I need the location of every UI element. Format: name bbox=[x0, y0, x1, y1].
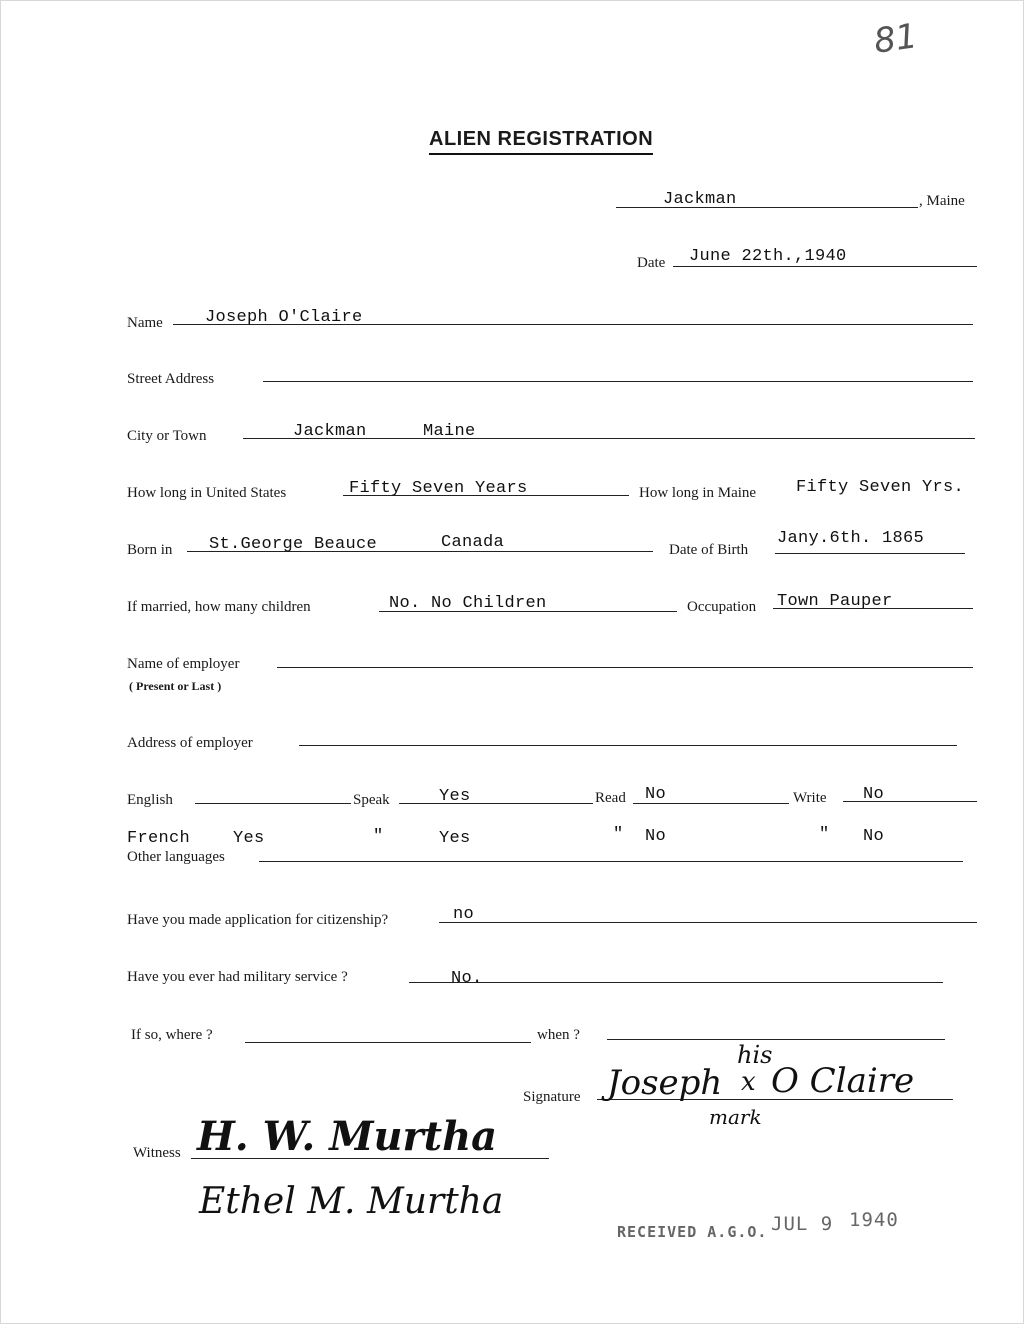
children-value: No. No Children bbox=[389, 594, 547, 613]
ditto-mark-write: " bbox=[819, 825, 830, 844]
when-line bbox=[607, 1039, 945, 1040]
form-title: ALIEN REGISTRATION bbox=[429, 128, 653, 155]
french-label: French bbox=[127, 829, 191, 848]
occupation-label: Occupation bbox=[687, 599, 757, 615]
other-languages-line bbox=[259, 861, 963, 862]
employer-line bbox=[277, 667, 973, 668]
french-first-value: Yes bbox=[233, 829, 265, 848]
employer-address-line bbox=[299, 745, 957, 746]
english-line bbox=[195, 803, 351, 804]
occupation-value: Town Pauper bbox=[777, 592, 893, 611]
military-label: Have you ever had military service ? bbox=[127, 969, 348, 985]
place-suffix: , Maine bbox=[919, 193, 965, 209]
state-value: Maine bbox=[423, 422, 476, 441]
where-line bbox=[245, 1042, 531, 1043]
name-value: Joseph O'Claire bbox=[205, 308, 363, 327]
read-label: Read bbox=[595, 790, 626, 806]
speak-line bbox=[399, 803, 593, 804]
english-speak-value: Yes bbox=[439, 787, 471, 806]
citizenship-line bbox=[439, 922, 977, 923]
signature-mark-word: mark bbox=[709, 1105, 762, 1129]
ditto-mark-speak: " bbox=[373, 827, 384, 846]
employer-address-label: Address of employer bbox=[127, 735, 253, 751]
born-label: Born in bbox=[127, 542, 173, 558]
dob-label: Date of Birth bbox=[669, 542, 749, 558]
received-stamp-date: JUL 9 bbox=[771, 1213, 834, 1235]
place-line bbox=[616, 207, 918, 208]
citizenship-label: Have you made application for citizenship? bbox=[127, 912, 389, 928]
signature-firstname: Joseph bbox=[607, 1063, 723, 1103]
witness-signature-1: H. W. Murtha bbox=[197, 1113, 498, 1160]
city-label: City or Town bbox=[127, 428, 207, 444]
signature-label: Signature bbox=[523, 1089, 581, 1105]
french-speak-value: Yes bbox=[439, 829, 471, 848]
us-time-value: Fifty Seven Years bbox=[349, 479, 528, 498]
english-write-value: No bbox=[863, 785, 885, 804]
page-number: 81 bbox=[871, 16, 920, 62]
date-line bbox=[673, 266, 977, 267]
english-read-value: No bbox=[645, 785, 667, 804]
dob-value: Jany.6th. 1865 bbox=[777, 529, 925, 548]
signature-surname: O Claire bbox=[771, 1061, 915, 1101]
signature-his: his bbox=[737, 1041, 773, 1069]
place-value: Jackman bbox=[663, 190, 737, 209]
english-label: English bbox=[127, 792, 173, 808]
other-languages-label: Other languages bbox=[127, 849, 225, 865]
when-label: when ? bbox=[537, 1027, 580, 1043]
received-stamp-year: 1940 bbox=[849, 1209, 899, 1231]
born-place: St.George Beauce bbox=[209, 535, 378, 554]
date-label: Date bbox=[637, 255, 666, 271]
military-value: No. bbox=[451, 969, 483, 988]
dob-line bbox=[775, 553, 965, 554]
french-read-value: No bbox=[645, 827, 667, 846]
born-country: Canada bbox=[441, 533, 505, 552]
employer-label: Name of employer bbox=[127, 656, 240, 672]
signature-mark-x: x bbox=[741, 1067, 756, 1097]
name-label: Name bbox=[127, 315, 163, 331]
witness-signature-2: Ethel M. Murtha bbox=[199, 1181, 504, 1222]
french-write-value: No bbox=[863, 827, 885, 846]
witness-label: Witness bbox=[133, 1145, 181, 1161]
speak-label: Speak bbox=[353, 792, 390, 808]
date-value: June 22th.,1940 bbox=[689, 247, 847, 266]
street-label: Street Address bbox=[127, 371, 215, 387]
employer-sublabel: ( Present or Last ) bbox=[129, 679, 222, 693]
where-label: If so, where ? bbox=[131, 1027, 213, 1043]
city-value: Jackman bbox=[293, 422, 367, 441]
us-time-label: How long in United States bbox=[127, 485, 287, 501]
street-line bbox=[263, 381, 973, 382]
received-stamp-label: RECEIVED A.G.O. bbox=[617, 1223, 768, 1241]
ditto-mark-read: " bbox=[613, 825, 624, 844]
maine-time-label: How long in Maine bbox=[639, 485, 757, 501]
citizenship-value: no bbox=[453, 905, 475, 924]
children-label: If married, how many children bbox=[127, 599, 311, 615]
write-label: Write bbox=[793, 790, 827, 806]
maine-time-value: Fifty Seven Yrs. bbox=[796, 478, 965, 497]
military-line bbox=[409, 982, 943, 983]
